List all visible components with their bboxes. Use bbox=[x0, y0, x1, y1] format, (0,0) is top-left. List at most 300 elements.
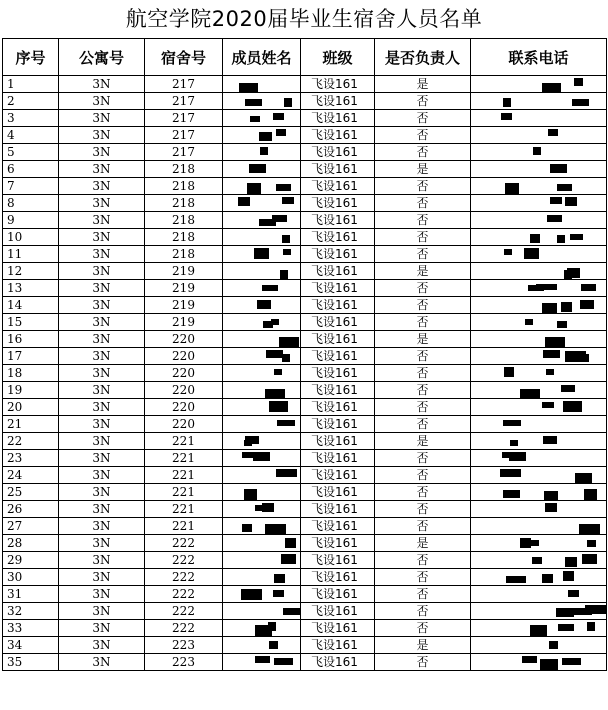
cell-leader: 否 bbox=[375, 382, 471, 399]
cell-room: 219 bbox=[145, 314, 223, 331]
cell-phone bbox=[471, 110, 607, 127]
cell-room: 221 bbox=[145, 501, 223, 518]
cell-phone bbox=[471, 399, 607, 416]
cell-apartment: 3N bbox=[59, 161, 145, 178]
cell-room: 223 bbox=[145, 654, 223, 671]
redacted-phone-mask bbox=[471, 518, 606, 534]
cell-leader: 否 bbox=[375, 586, 471, 603]
redacted-name-mask bbox=[223, 161, 300, 177]
cell-room: 218 bbox=[145, 212, 223, 229]
redacted-name-mask bbox=[223, 620, 300, 636]
cell-member-name bbox=[223, 195, 301, 212]
redacted-phone-mask bbox=[471, 603, 606, 619]
cell-member-name bbox=[223, 654, 301, 671]
cell-seq: 17 bbox=[3, 348, 59, 365]
redacted-phone-mask bbox=[471, 620, 606, 636]
cell-class: 飞设161 bbox=[301, 552, 375, 569]
redacted-phone-mask bbox=[471, 76, 606, 92]
cell-seq: 15 bbox=[3, 314, 59, 331]
cell-leader: 否 bbox=[375, 348, 471, 365]
redacted-name-mask bbox=[223, 569, 300, 585]
redacted-name-mask bbox=[223, 144, 300, 160]
redacted-phone-mask bbox=[471, 144, 606, 160]
cell-apartment: 3N bbox=[59, 195, 145, 212]
cell-class: 飞设161 bbox=[301, 586, 375, 603]
cell-apartment: 3N bbox=[59, 552, 145, 569]
sheet-title: 航空学院2020届毕业生宿舍人员名单 bbox=[125, 7, 483, 31]
redacted-phone-mask bbox=[471, 569, 606, 585]
cell-class: 飞设161 bbox=[301, 297, 375, 314]
header-phone: 联系电话 bbox=[471, 39, 607, 76]
cell-phone bbox=[471, 654, 607, 671]
redacted-name-mask bbox=[223, 297, 300, 313]
cell-leader: 否 bbox=[375, 212, 471, 229]
cell-phone bbox=[471, 535, 607, 552]
redacted-name-mask bbox=[223, 229, 300, 245]
table-row bbox=[3, 433, 607, 450]
redacted-name-mask bbox=[223, 178, 300, 194]
table-row bbox=[3, 178, 607, 195]
redacted-phone-mask bbox=[471, 297, 606, 313]
cell-phone bbox=[471, 161, 607, 178]
table-row bbox=[3, 365, 607, 382]
table-row bbox=[3, 569, 607, 586]
cell-seq: 26 bbox=[3, 501, 59, 518]
header-room: 宿舍号 bbox=[145, 39, 223, 76]
cell-seq: 23 bbox=[3, 450, 59, 467]
table-row bbox=[3, 501, 607, 518]
cell-room: 217 bbox=[145, 93, 223, 110]
table-row bbox=[3, 518, 607, 535]
redacted-phone-mask bbox=[471, 229, 606, 245]
cell-apartment: 3N bbox=[59, 246, 145, 263]
cell-class: 飞设161 bbox=[301, 450, 375, 467]
cell-leader: 否 bbox=[375, 178, 471, 195]
cell-member-name bbox=[223, 484, 301, 501]
cell-seq: 3 bbox=[3, 110, 59, 127]
redacted-phone-mask bbox=[471, 127, 606, 143]
cell-member-name bbox=[223, 229, 301, 246]
cell-class: 飞设161 bbox=[301, 365, 375, 382]
cell-seq: 24 bbox=[3, 467, 59, 484]
cell-apartment: 3N bbox=[59, 433, 145, 450]
cell-room: 220 bbox=[145, 399, 223, 416]
cell-class: 飞设161 bbox=[301, 229, 375, 246]
redacted-name-mask bbox=[223, 552, 300, 568]
cell-member-name bbox=[223, 127, 301, 144]
cell-phone bbox=[471, 467, 607, 484]
cell-seq: 2 bbox=[3, 93, 59, 110]
table-row bbox=[3, 620, 607, 637]
table-row bbox=[3, 450, 607, 467]
table-row bbox=[3, 127, 607, 144]
cell-phone bbox=[471, 501, 607, 518]
cell-class: 飞设161 bbox=[301, 518, 375, 535]
redacted-phone-mask bbox=[471, 637, 606, 653]
table-row bbox=[3, 382, 607, 399]
cell-member-name bbox=[223, 535, 301, 552]
cell-room: 221 bbox=[145, 433, 223, 450]
cell-phone bbox=[471, 144, 607, 161]
redacted-name-mask bbox=[223, 263, 300, 279]
cell-phone bbox=[471, 297, 607, 314]
cell-member-name bbox=[223, 382, 301, 399]
cell-phone bbox=[471, 450, 607, 467]
header-row bbox=[3, 39, 607, 76]
cell-room: 221 bbox=[145, 467, 223, 484]
cell-apartment: 3N bbox=[59, 620, 145, 637]
cell-room: 218 bbox=[145, 229, 223, 246]
cell-member-name bbox=[223, 280, 301, 297]
redacted-phone-mask bbox=[471, 314, 606, 330]
cell-apartment: 3N bbox=[59, 501, 145, 518]
cell-room: 218 bbox=[145, 178, 223, 195]
cell-seq: 31 bbox=[3, 586, 59, 603]
cell-member-name bbox=[223, 433, 301, 450]
table-row bbox=[3, 416, 607, 433]
cell-leader: 否 bbox=[375, 416, 471, 433]
cell-class: 飞设161 bbox=[301, 654, 375, 671]
table-row bbox=[3, 654, 607, 671]
table-row bbox=[3, 535, 607, 552]
cell-phone bbox=[471, 76, 607, 93]
cell-seq: 8 bbox=[3, 195, 59, 212]
cell-class: 飞设161 bbox=[301, 416, 375, 433]
cell-phone bbox=[471, 518, 607, 535]
cell-class: 飞设161 bbox=[301, 263, 375, 280]
cell-class: 飞设161 bbox=[301, 161, 375, 178]
cell-phone bbox=[471, 314, 607, 331]
cell-room: 220 bbox=[145, 416, 223, 433]
cell-leader: 否 bbox=[375, 467, 471, 484]
cell-leader: 是 bbox=[375, 76, 471, 93]
cell-phone bbox=[471, 637, 607, 654]
redacted-name-mask bbox=[223, 195, 300, 211]
cell-seq: 35 bbox=[3, 654, 59, 671]
cell-member-name bbox=[223, 93, 301, 110]
redacted-phone-mask bbox=[471, 484, 606, 500]
cell-phone bbox=[471, 178, 607, 195]
cell-class: 飞设161 bbox=[301, 603, 375, 620]
cell-phone bbox=[471, 195, 607, 212]
redacted-phone-mask bbox=[471, 433, 606, 449]
cell-class: 飞设161 bbox=[301, 637, 375, 654]
cell-phone bbox=[471, 280, 607, 297]
cell-leader: 否 bbox=[375, 399, 471, 416]
cell-class: 飞设161 bbox=[301, 280, 375, 297]
cell-leader: 否 bbox=[375, 144, 471, 161]
cell-seq: 6 bbox=[3, 161, 59, 178]
cell-seq: 29 bbox=[3, 552, 59, 569]
cell-leader: 否 bbox=[375, 280, 471, 297]
cell-seq: 5 bbox=[3, 144, 59, 161]
cell-leader: 否 bbox=[375, 297, 471, 314]
cell-member-name bbox=[223, 416, 301, 433]
cell-phone bbox=[471, 382, 607, 399]
cell-member-name bbox=[223, 76, 301, 93]
redacted-phone-mask bbox=[471, 331, 606, 347]
table-row bbox=[3, 229, 607, 246]
cell-member-name bbox=[223, 297, 301, 314]
redacted-name-mask bbox=[223, 331, 300, 347]
redacted-name-mask bbox=[223, 450, 300, 466]
cell-room: 217 bbox=[145, 76, 223, 93]
cell-apartment: 3N bbox=[59, 569, 145, 586]
cell-member-name bbox=[223, 586, 301, 603]
table-row bbox=[3, 331, 607, 348]
cell-class: 飞设161 bbox=[301, 93, 375, 110]
cell-leader: 否 bbox=[375, 314, 471, 331]
cell-room: 217 bbox=[145, 144, 223, 161]
cell-phone bbox=[471, 246, 607, 263]
cell-class: 飞设161 bbox=[301, 76, 375, 93]
cell-leader: 是 bbox=[375, 263, 471, 280]
cell-apartment: 3N bbox=[59, 535, 145, 552]
cell-seq: 19 bbox=[3, 382, 59, 399]
redacted-phone-mask bbox=[471, 586, 606, 602]
cell-seq: 4 bbox=[3, 127, 59, 144]
redacted-name-mask bbox=[223, 433, 300, 449]
cell-phone bbox=[471, 331, 607, 348]
cell-room: 221 bbox=[145, 484, 223, 501]
cell-apartment: 3N bbox=[59, 93, 145, 110]
cell-class: 飞设161 bbox=[301, 399, 375, 416]
header-member-name: 成员姓名 bbox=[223, 39, 301, 76]
cell-phone bbox=[471, 212, 607, 229]
cell-member-name bbox=[223, 331, 301, 348]
table-row bbox=[3, 263, 607, 280]
redacted-name-mask bbox=[223, 127, 300, 143]
cell-class: 飞设161 bbox=[301, 144, 375, 161]
cell-room: 219 bbox=[145, 297, 223, 314]
redacted-phone-mask bbox=[471, 110, 606, 126]
cell-seq: 27 bbox=[3, 518, 59, 535]
redacted-name-mask bbox=[223, 365, 300, 381]
cell-class: 飞设161 bbox=[301, 348, 375, 365]
cell-phone bbox=[471, 263, 607, 280]
cell-apartment: 3N bbox=[59, 348, 145, 365]
table-row bbox=[3, 399, 607, 416]
table-row bbox=[3, 484, 607, 501]
cell-room: 218 bbox=[145, 246, 223, 263]
header-seq: 序号 bbox=[3, 39, 59, 76]
table-row bbox=[3, 246, 607, 263]
cell-apartment: 3N bbox=[59, 416, 145, 433]
redacted-phone-mask bbox=[471, 382, 606, 398]
redacted-phone-mask bbox=[471, 246, 606, 262]
cell-room: 221 bbox=[145, 450, 223, 467]
cell-member-name bbox=[223, 518, 301, 535]
redacted-name-mask bbox=[223, 399, 300, 415]
redacted-name-mask bbox=[223, 382, 300, 398]
cell-member-name bbox=[223, 501, 301, 518]
cell-class: 飞设161 bbox=[301, 127, 375, 144]
cell-apartment: 3N bbox=[59, 297, 145, 314]
cell-member-name bbox=[223, 246, 301, 263]
redacted-name-mask bbox=[223, 603, 300, 619]
cell-phone bbox=[471, 229, 607, 246]
cell-member-name bbox=[223, 365, 301, 382]
cell-member-name bbox=[223, 450, 301, 467]
cell-member-name bbox=[223, 314, 301, 331]
table-row bbox=[3, 637, 607, 654]
cell-room: 220 bbox=[145, 348, 223, 365]
cell-member-name bbox=[223, 144, 301, 161]
cell-leader: 否 bbox=[375, 569, 471, 586]
header-class: 班级 bbox=[301, 39, 375, 76]
cell-member-name bbox=[223, 603, 301, 620]
cell-room: 222 bbox=[145, 535, 223, 552]
cell-seq: 9 bbox=[3, 212, 59, 229]
cell-apartment: 3N bbox=[59, 76, 145, 93]
cell-apartment: 3N bbox=[59, 365, 145, 382]
redacted-name-mask bbox=[223, 484, 300, 500]
cell-leader: 否 bbox=[375, 620, 471, 637]
cell-leader: 是 bbox=[375, 433, 471, 450]
redacted-name-mask bbox=[223, 110, 300, 126]
cell-seq: 32 bbox=[3, 603, 59, 620]
cell-phone bbox=[471, 93, 607, 110]
cell-member-name bbox=[223, 110, 301, 127]
cell-room: 219 bbox=[145, 280, 223, 297]
cell-seq: 13 bbox=[3, 280, 59, 297]
table-row bbox=[3, 586, 607, 603]
redacted-name-mask bbox=[223, 637, 300, 653]
cell-apartment: 3N bbox=[59, 280, 145, 297]
cell-room: 217 bbox=[145, 110, 223, 127]
redacted-phone-mask bbox=[471, 93, 606, 109]
cell-room: 222 bbox=[145, 603, 223, 620]
cell-seq: 18 bbox=[3, 365, 59, 382]
cell-class: 飞设161 bbox=[301, 467, 375, 484]
cell-seq: 1 bbox=[3, 76, 59, 93]
table-row bbox=[3, 467, 607, 484]
cell-seq: 11 bbox=[3, 246, 59, 263]
redacted-phone-mask bbox=[471, 280, 606, 296]
cell-leader: 否 bbox=[375, 93, 471, 110]
cell-phone bbox=[471, 433, 607, 450]
cell-leader: 否 bbox=[375, 450, 471, 467]
redacted-phone-mask bbox=[471, 178, 606, 194]
cell-seq: 30 bbox=[3, 569, 59, 586]
cell-leader: 否 bbox=[375, 552, 471, 569]
cell-apartment: 3N bbox=[59, 229, 145, 246]
cell-class: 飞设161 bbox=[301, 110, 375, 127]
cell-apartment: 3N bbox=[59, 110, 145, 127]
cell-member-name bbox=[223, 637, 301, 654]
table-row bbox=[3, 110, 607, 127]
cell-leader: 否 bbox=[375, 229, 471, 246]
cell-member-name bbox=[223, 467, 301, 484]
table-row bbox=[3, 195, 607, 212]
cell-seq: 10 bbox=[3, 229, 59, 246]
cell-room: 217 bbox=[145, 127, 223, 144]
cell-phone bbox=[471, 365, 607, 382]
cell-apartment: 3N bbox=[59, 603, 145, 620]
cell-class: 飞设161 bbox=[301, 195, 375, 212]
cell-seq: 34 bbox=[3, 637, 59, 654]
cell-leader: 是 bbox=[375, 161, 471, 178]
cell-room: 218 bbox=[145, 161, 223, 178]
table-row bbox=[3, 297, 607, 314]
cell-apartment: 3N bbox=[59, 382, 145, 399]
cell-room: 222 bbox=[145, 586, 223, 603]
cell-class: 飞设161 bbox=[301, 246, 375, 263]
cell-member-name bbox=[223, 552, 301, 569]
cell-class: 飞设161 bbox=[301, 212, 375, 229]
redacted-phone-mask bbox=[471, 195, 606, 211]
redacted-phone-mask bbox=[471, 467, 606, 483]
cell-leader: 是 bbox=[375, 637, 471, 654]
redacted-name-mask bbox=[223, 93, 300, 109]
cell-leader: 否 bbox=[375, 365, 471, 382]
table-row bbox=[3, 314, 607, 331]
redacted-phone-mask bbox=[471, 535, 606, 551]
cell-seq: 7 bbox=[3, 178, 59, 195]
redacted-phone-mask bbox=[471, 263, 606, 279]
redacted-name-mask bbox=[223, 535, 300, 551]
cell-room: 219 bbox=[145, 263, 223, 280]
cell-leader: 否 bbox=[375, 501, 471, 518]
redacted-phone-mask bbox=[471, 161, 606, 177]
cell-leader: 否 bbox=[375, 195, 471, 212]
cell-phone bbox=[471, 484, 607, 501]
redacted-name-mask bbox=[223, 501, 300, 517]
redacted-name-mask bbox=[223, 314, 300, 330]
cell-room: 222 bbox=[145, 569, 223, 586]
cell-member-name bbox=[223, 569, 301, 586]
cell-class: 飞设161 bbox=[301, 382, 375, 399]
redacted-phone-mask bbox=[471, 552, 606, 568]
cell-seq: 16 bbox=[3, 331, 59, 348]
cell-room: 220 bbox=[145, 331, 223, 348]
cell-phone bbox=[471, 603, 607, 620]
redacted-name-mask bbox=[223, 654, 300, 670]
header-is-leader: 是否负责人 bbox=[375, 39, 471, 76]
cell-member-name bbox=[223, 161, 301, 178]
redacted-phone-mask bbox=[471, 348, 606, 364]
cell-member-name bbox=[223, 212, 301, 229]
cell-apartment: 3N bbox=[59, 586, 145, 603]
cell-apartment: 3N bbox=[59, 144, 145, 161]
table-row bbox=[3, 212, 607, 229]
cell-phone bbox=[471, 569, 607, 586]
redacted-name-mask bbox=[223, 76, 300, 92]
table-row bbox=[3, 280, 607, 297]
redacted-name-mask bbox=[223, 246, 300, 262]
redacted-phone-mask bbox=[471, 365, 606, 381]
table-row bbox=[3, 348, 607, 365]
cell-apartment: 3N bbox=[59, 450, 145, 467]
redacted-phone-mask bbox=[471, 501, 606, 517]
cell-room: 220 bbox=[145, 365, 223, 382]
cell-phone bbox=[471, 416, 607, 433]
redacted-name-mask bbox=[223, 416, 300, 432]
cell-apartment: 3N bbox=[59, 127, 145, 144]
header-apartment: 公寓号 bbox=[59, 39, 145, 76]
redacted-name-mask bbox=[223, 280, 300, 296]
table-row bbox=[3, 603, 607, 620]
table-row bbox=[3, 144, 607, 161]
cell-class: 飞设161 bbox=[301, 484, 375, 501]
cell-apartment: 3N bbox=[59, 637, 145, 654]
roster-table bbox=[2, 38, 607, 671]
cell-seq: 12 bbox=[3, 263, 59, 280]
cell-seq: 20 bbox=[3, 399, 59, 416]
cell-class: 飞设161 bbox=[301, 331, 375, 348]
cell-leader: 否 bbox=[375, 654, 471, 671]
cell-member-name bbox=[223, 263, 301, 280]
